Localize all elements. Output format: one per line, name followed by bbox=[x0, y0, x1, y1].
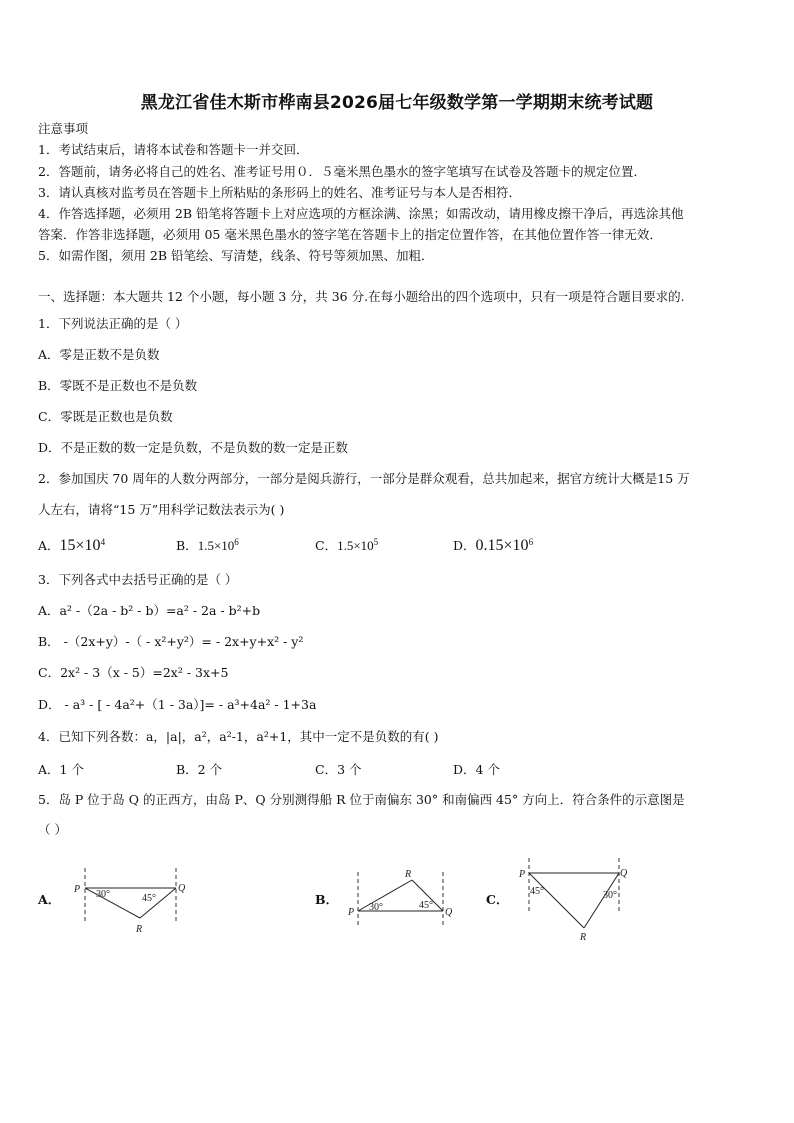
question-5-option-b-label: B． bbox=[315, 892, 339, 907]
point-p-label: P bbox=[74, 884, 81, 895]
point-q-label: Q bbox=[620, 868, 628, 879]
angle-45-label: 45° bbox=[419, 900, 433, 911]
question-3-option-a: A．a² -（2a - b² - b）=a² - 2a - b²+b bbox=[38, 603, 261, 618]
question-4-stem: 4．已知下列各数：a，|a|，a²，a²-1，a²+1，其中一定不是负数的有( ) bbox=[38, 729, 439, 744]
question-2-option-b: B．$1.5\times 10^6$ bbox=[176, 536, 239, 553]
question-1-option-b: B．零既不是正数也不是负数 bbox=[38, 378, 198, 393]
question-4-option-b: B．2 个 bbox=[176, 762, 223, 777]
question-5-stem: 5．岛 P 位于岛 Q 的正西方，由岛 P、Q 分别测得船 R 位于南偏东 30° 和南偏西 45° 方向上．符合条件的示意图是 bbox=[38, 792, 685, 807]
question-5-figure-b bbox=[345, 862, 465, 934]
question-4-option-d: D．4 个 bbox=[453, 762, 500, 777]
question-2-stem: 2．参加国庆 70 周年的人数分两部分，一部分是阅兵游行，一部分是群众观看，总共加起来，据官方统计大概是15 万 bbox=[38, 471, 690, 486]
question-3-option-b: B． -（2x+y）-（ - x²+y²）= - 2x+y+x² - y² bbox=[38, 634, 304, 649]
question-4-option-c: C．3 个 bbox=[315, 762, 362, 777]
question-3-option-c: C．2x² - 3（x - 5）=2x² - 3x+5 bbox=[38, 665, 229, 680]
question-4-option-a: A．1 个 bbox=[38, 762, 84, 777]
point-p-label: P bbox=[348, 907, 355, 918]
note-item: 1．考试结束后，请将本试卷和答题卡一并交回． bbox=[38, 142, 309, 157]
angle-45-label: 45° bbox=[530, 886, 544, 897]
question-5-stem-cont: （ ） bbox=[38, 822, 67, 837]
question-5-option-c-label: C． bbox=[486, 892, 509, 907]
question-3-stem: 3．下列各式中去括号正确的是（ ） bbox=[38, 572, 238, 587]
angle-45-label: 45° bbox=[142, 893, 156, 904]
question-1-stem: 1．下列说法正确的是（ ） bbox=[38, 316, 188, 331]
angle-30-label: 30° bbox=[96, 889, 110, 900]
point-r-label: R bbox=[405, 869, 412, 880]
question-2-option-c: C．$1.5\times 10^5$ bbox=[315, 536, 379, 553]
question-5-option-a-label: A． bbox=[38, 892, 61, 907]
point-r-label: R bbox=[136, 924, 143, 935]
point-r-label: R bbox=[580, 932, 587, 943]
question-5-figure-a bbox=[68, 862, 198, 940]
question-2-stem-cont: 人左右，请将“15 万”用科学记数法表示为( ) bbox=[38, 502, 285, 517]
question-3-option-d: D． - a³ - [ - 4a²+（1 - 3a）]= - a³+4a² - 1+3a bbox=[38, 697, 317, 712]
note-item: 3．请认真核对监考员在答题卡上所粘贴的条形码上的姓名、准考证号与本人是否相符． bbox=[38, 185, 521, 200]
note-item: 答案．作答非选择题，必须用 05 毫米黑色墨水的签字笔在答题卡上的指定位置作答，在其他位置作答一律无效． bbox=[38, 227, 662, 242]
question-2-option-d: D．$0.15\times 10^6$ bbox=[453, 536, 534, 554]
note-item: 5．如需作图，须用 2B 铅笔绘、写清楚，线条、符号等须加黑、加粗． bbox=[38, 248, 434, 263]
question-1-option-d: D．不是正数的数一定是负数，不是负数的数一定是正数 bbox=[38, 440, 349, 455]
angle-30-label: 30° bbox=[369, 902, 383, 913]
question-5-figure-c bbox=[514, 856, 639, 944]
notes-heading: 注意事项 bbox=[38, 121, 89, 136]
question-2-option-a: A．$15\times 10^4$ bbox=[38, 536, 106, 554]
point-q-label: Q bbox=[178, 883, 186, 894]
note-item: 4．作答选择题，必须用 2B 铅笔将答题卡上对应选项的方框涂满、涂黑；如需改动，请用橡皮擦干净后，再选涂其他 bbox=[38, 206, 684, 221]
page-title: 黑龙江省佳木斯市桦南县2026届七年级数学第一学期期末统考试题 bbox=[140, 93, 654, 113]
note-item: 2．答题前，请务必将自己的姓名、准考证号用０．５毫米黑色墨水的签字笔填写在试卷及答题卡的规定位置． bbox=[38, 164, 646, 179]
point-q-label: Q bbox=[445, 907, 453, 918]
angle-30-label: 30° bbox=[603, 890, 617, 901]
question-1-option-c: C．零既是正数也是负数 bbox=[38, 409, 173, 424]
point-p-label: P bbox=[519, 869, 526, 880]
section-heading: 一、选择题：本大题共 12 个小题，每小题 3 分，共 36 分.在每小题给出的四个选项中，只有一项是符合题目要求的. bbox=[38, 289, 685, 304]
question-1-option-a: A．零是正数不是负数 bbox=[38, 347, 160, 362]
